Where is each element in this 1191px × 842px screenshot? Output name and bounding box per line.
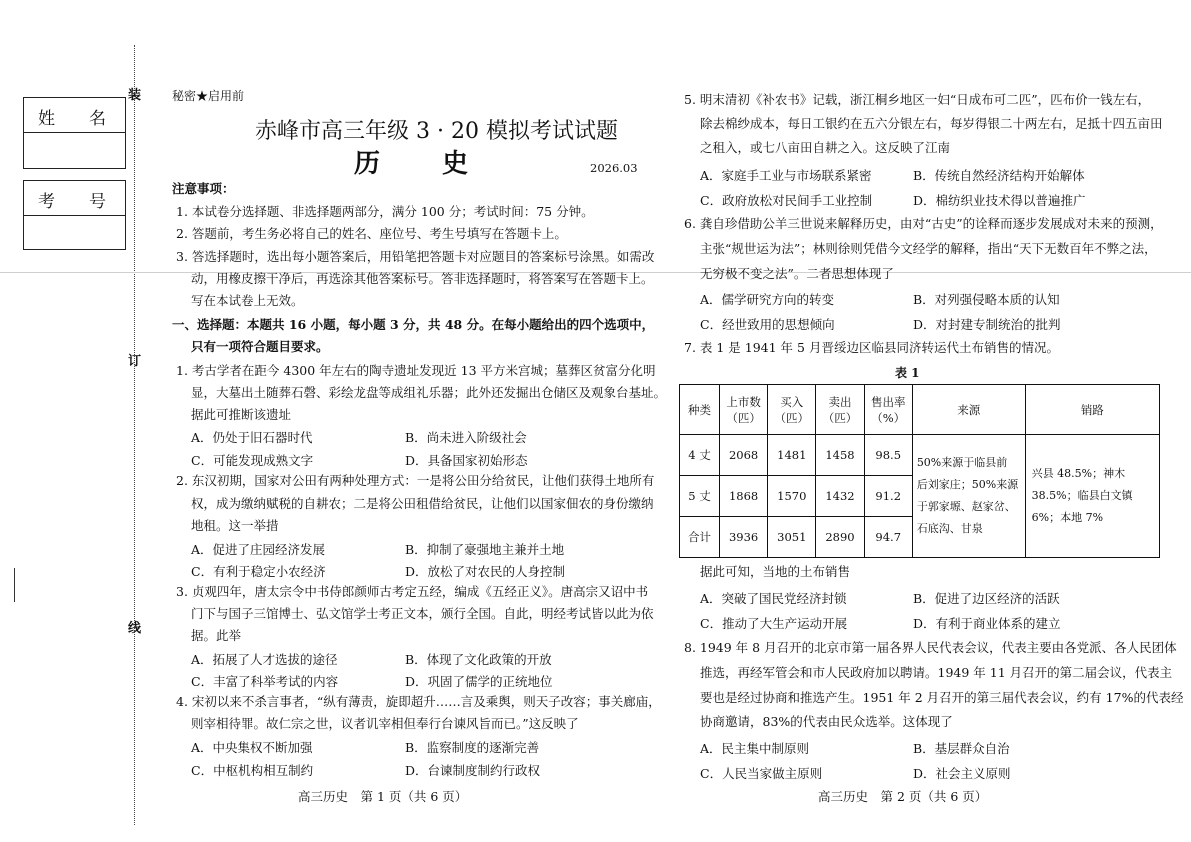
q7-stem: 7. 表 1 是 1941 年 5 月晋绥边区临县同济转运代土布销售的情况。 — [684, 340, 1059, 355]
cell-listed: 1868 — [720, 476, 768, 517]
q3-option-d[interactable]: D．巩固了儒学的正统地位 — [405, 674, 553, 689]
cell-sold: 2890 — [816, 517, 864, 558]
q4-option-a[interactable]: A．中央集权不断加强 — [191, 740, 313, 755]
q5-option-c[interactable]: C．政府放松对民间手工业控制 — [700, 193, 873, 208]
q8-option-c[interactable]: C．人民当家做主原则 — [700, 766, 823, 781]
q5-stem: 除去棉纱成本，每日工银约在五六分银左右，每岁得银二十两左右，足抵十四五亩田 — [700, 116, 1163, 131]
q5-option-b[interactable]: B．传统自然经济结构开始解体 — [913, 168, 1085, 183]
q1-option-a[interactable]: A．仍处于旧石器时代 — [191, 430, 313, 445]
secret-mark: 秘密★启用前 — [172, 89, 245, 103]
notice-item: 写在本试卷上无效。 — [191, 293, 304, 308]
th-source: 来源 — [912, 385, 1025, 435]
data-table — [679, 384, 1160, 558]
name-label: 姓 名 — [38, 109, 106, 129]
id-box — [23, 180, 126, 250]
cell-sold: 1432 — [816, 476, 864, 517]
q8-option-d[interactable]: D．社会主义原则 — [913, 766, 1011, 781]
q5-stem: 之租入，或七八亩田自耕之入。这反映了江南 — [700, 140, 951, 155]
notice-heading: 注意事项： — [172, 181, 235, 196]
source-line: 于郭家塬、赵家岔、 — [916, 500, 1016, 513]
notice-item: 1. 本试卷分选择题、非选择题两部分，满分 100 分；考试时间：75 分钟。 — [176, 204, 594, 219]
route-line: 6%；本地 7% — [1031, 511, 1104, 524]
cell-listed: 2068 — [720, 435, 768, 476]
th-sold: 卖出（匹） — [816, 385, 864, 435]
section-heading-cont: 只有一项符合题目要求。 — [191, 339, 329, 354]
q7-option-a[interactable]: A．突破了国民党经济封锁 — [700, 591, 847, 606]
q6-option-d[interactable]: D．对封建专制统治的批判 — [913, 317, 1061, 332]
q1-option-b[interactable]: B．尚未进入阶级社会 — [405, 430, 527, 445]
cell-rate: 91.2 — [864, 476, 912, 517]
q2-stem: 地租。这一举措 — [191, 518, 279, 533]
q2-option-c[interactable]: C．有利于稳定小农经济 — [191, 564, 326, 579]
q7-option-c[interactable]: C．推动了大生产运动开展 — [700, 616, 848, 631]
source-line: 后刘家庄；50%来源 — [916, 478, 1019, 491]
name-box — [23, 97, 126, 169]
q3-option-b[interactable]: B．体现了文化政策的开放 — [405, 652, 552, 667]
q2-stem: 2. 东汉初期，国家对公田有两种处理方式：一是将公田分给贫民，让他们获得土地所有 — [176, 473, 655, 488]
q8-option-a[interactable]: A．民主集中制原则 — [700, 741, 810, 756]
cell-listed: 3936 — [720, 517, 768, 558]
q8-option-b[interactable]: B．基层群众自治 — [913, 741, 1010, 756]
th-kind: 种类 — [680, 385, 720, 435]
q2-option-d[interactable]: D．放松了对农民的人身控制 — [405, 564, 566, 579]
q8-stem: 推选，再经军管会和市人民政府加以聘请。1949 年 11 月召开的第二届会议，代表主 — [700, 665, 1173, 680]
table-title: 表 1 — [895, 366, 920, 380]
q6-stem: 主张“规世运为法”；林则徐则凭借今文经学的解释，指出“天下无数百年不弊之法， — [700, 241, 1157, 256]
q6-stem: 无穷极不变之法”。二者思想体现了 — [700, 266, 894, 281]
page-footer-right: 高三历史 第 2 页（共 6 页） — [818, 789, 988, 804]
q6-stem: 6. 龚自珍借助公羊三世说来解释历史，由对“古史”的诠释而逐步发展成对未来的预测， — [684, 216, 1163, 231]
q6-option-b[interactable]: B．对列强侵略本质的认知 — [913, 292, 1060, 307]
subject-title: 历 史 — [354, 149, 487, 179]
source-line: 石底沟、甘泉 — [916, 522, 983, 535]
table-row — [680, 435, 1160, 476]
cell-rate: 94.7 — [864, 517, 912, 558]
binding-dotted-line — [134, 45, 135, 825]
q8-stem: 协商邀请，83%的代表由民众选举。这体现了 — [700, 714, 953, 729]
q2-option-b[interactable]: B．抑制了豪强地主兼并土地 — [405, 542, 565, 557]
cell-bought: 1570 — [768, 476, 816, 517]
cell-sold: 1458 — [816, 435, 864, 476]
section-heading: 一、选择题：本题共 16 小题，每小题 3 分，共 48 分。在每小题给出的四个选项中， — [172, 317, 655, 332]
q4-option-b[interactable]: B．监察制度的逐渐完善 — [405, 740, 540, 755]
q4-option-d[interactable]: D．台谏制度制约行政权 — [405, 763, 541, 778]
route-line: 兴县 48.5%；神木 — [1031, 467, 1126, 480]
q1-option-c[interactable]: C．可能发现成熟文字 — [191, 453, 314, 468]
q4-stem: 4. 宋初以来不杀言事者，“纵有薄责，旋即超升……言及乘舆，则天子改容；事关廊庙， — [176, 694, 661, 709]
q1-stem: 据此可推断该遗址 — [191, 407, 292, 422]
q7-option-b[interactable]: B．促进了边区经济的活跃 — [913, 591, 1060, 606]
notice-item: 动，用橡皮擦干净后，再选涂其他答案标号。答非选择题时，将答案写在答题卡上。 — [191, 271, 654, 286]
cell-bought: 1481 — [768, 435, 816, 476]
q1-option-d[interactable]: D．具备国家初始形态 — [405, 453, 528, 468]
q4-option-c[interactable]: C．中枢机构相互制约 — [191, 763, 314, 778]
q5-stem: 5. 明末清初《补农书》记载，浙江桐乡地区一妇“日成布可二匹”，匹布价一钱左右， — [684, 92, 1151, 107]
exam-date: 2026.03 — [590, 161, 638, 175]
th-listed: 上市数（匹） — [720, 385, 768, 435]
binding-mark-zhuang: 装 — [128, 88, 142, 103]
route-line: 38.5%；临县白文镇 — [1031, 489, 1133, 502]
q1-stem: 1. 考古学者在距今 4300 年左右的陶寺遗址发现近 13 平方米宫城；墓葬区贫富分化明 — [176, 363, 656, 378]
q5-option-d[interactable]: D．棉纺织业技术得以普遍推广 — [913, 193, 1086, 208]
q8-stem: 要也是经过协商和推选产生。1951 年 2 月召开的第三届代表会议，约有 17%的代表经 — [700, 690, 1184, 705]
notice-item: 3. 答选择题时，选出每小题答案后，用铅笔把答题卡对应题目的答案标号涂黑。如需改 — [176, 249, 655, 264]
source-line: 50%来源于临县前 — [916, 456, 1008, 469]
q3-stem: 据。此举 — [191, 628, 242, 643]
th-rate: 售出率（%） — [864, 385, 912, 435]
q1-stem: 显，大墓出土随葬石磬、彩绘龙盘等成组礼乐器；此外还发掘出仓储区及观象台基址。 — [191, 385, 667, 400]
q3-option-c[interactable]: C．丰富了科举考试的内容 — [191, 674, 339, 689]
q2-option-a[interactable]: A．促进了庄园经济发展 — [191, 542, 326, 557]
q8-stem: 8. 1949 年 8 月召开的北京市第一届各界人民代表会议，代表主要由各党派、各人民团体 — [684, 640, 1177, 655]
q6-option-a[interactable]: A．儒学研究方向的转变 — [700, 292, 835, 307]
q7-option-d[interactable]: D．有利于商业体系的建立 — [913, 616, 1061, 631]
cell-route — [1025, 435, 1159, 558]
q6-option-c[interactable]: C．经世致用的思想倾向 — [700, 317, 835, 332]
cell-source — [912, 435, 1025, 558]
cell-rate: 98.5 — [864, 435, 912, 476]
q3-option-a[interactable]: A．拓展了人才选拔的途径 — [191, 652, 338, 667]
page-footer-left: 高三历史 第 1 页（共 6 页） — [298, 789, 468, 804]
q3-stem: 门下与国子三馆博士、弘文馆学士考正文本，颁行全国。自此，明经考试皆以此为依 — [191, 606, 654, 621]
notice-item: 2. 答题前，考生务必将自己的姓名、座位号、考生号填写在答题卡上。 — [176, 226, 567, 241]
q4-stem: 则宰相待罪。故仁宗之世，议者讥宰相但奉行台谏风旨而已。”这反映了 — [191, 716, 579, 731]
q5-option-a[interactable]: A．家庭手工业与市场联系紧密 — [700, 168, 872, 183]
binding-mark-ding: 订 — [128, 354, 142, 369]
q3-stem: 3. 贞观四年，唐太宗令中书侍郎颜师古考定五经，编成《五经正义》。唐高宗又诏中书 — [176, 584, 649, 599]
id-label: 考 号 — [38, 192, 106, 212]
th-bought: 买入（匹） — [768, 385, 816, 435]
cell-kind: 5 丈 — [680, 476, 720, 517]
cell-kind: 4 丈 — [680, 435, 720, 476]
cell-kind: 合计 — [680, 517, 720, 558]
exam-title: 赤峰市高三年级 3 · 20 模拟考试试题 — [255, 119, 618, 144]
q7-question: 据此可知，当地的土布销售 — [700, 564, 851, 579]
binding-mark-xian: 线 — [128, 621, 142, 636]
id-field[interactable] — [24, 216, 125, 250]
cell-bought: 3051 — [768, 517, 816, 558]
th-route: 销路 — [1025, 385, 1159, 435]
name-field[interactable] — [24, 133, 125, 167]
q2-stem: 权，成为缴纳赋税的自耕农；二是将公田租借给贫民，让他们以国家佃农的身份缴纳 — [191, 496, 654, 511]
scan-mark — [14, 568, 15, 602]
